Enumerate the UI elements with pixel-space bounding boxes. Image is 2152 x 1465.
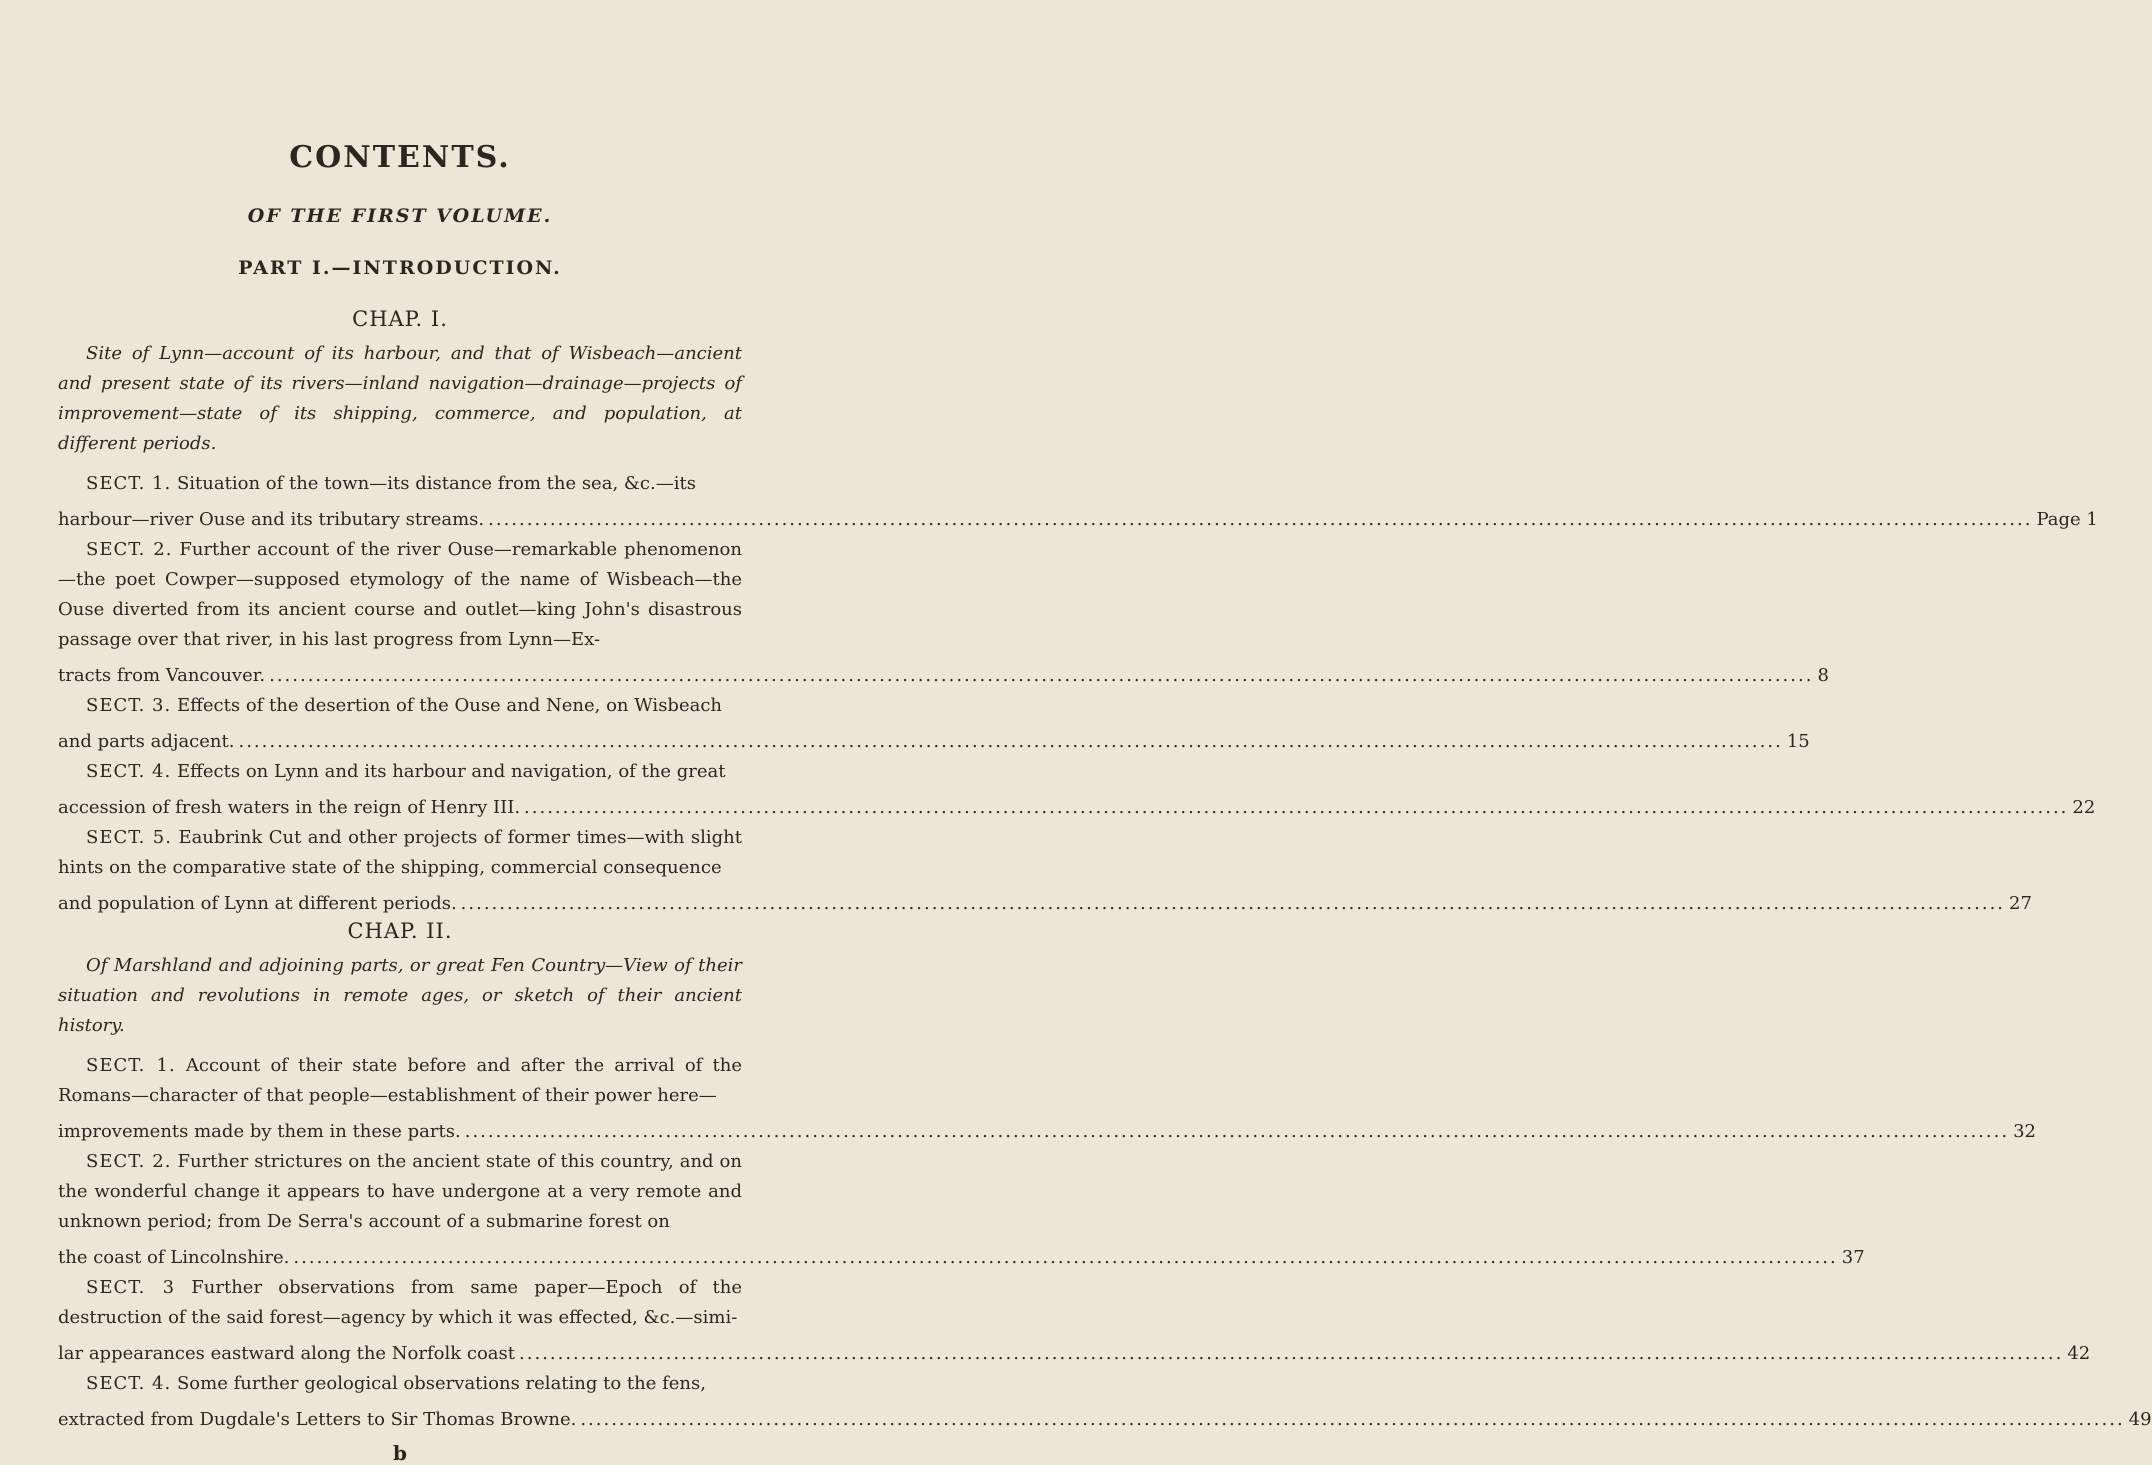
chapter-heading: CHAP. II. [347, 919, 453, 943]
section-description: Further observations from same paper—Epoch of the destruction of the said forest—agency by which it was effected, &c.—simi- [58, 1277, 742, 1328]
chapter-summary: Site of Lynn—account of its harbour, and that of Wisbeach—ancient and present state of its rivers—inland navigation—drainage—projects of improvement—state of its shipping, commerce, and population, at different periods. [58, 343, 742, 454]
page-number: 15 [1786, 731, 1810, 752]
contents-title: CONTENTS. [289, 140, 511, 175]
section-text [58, 1369, 742, 1399]
section-text [58, 1147, 742, 1237]
section-number: SECT. 3. [86, 695, 172, 716]
dot-leader: ........................................................................................................................................................................................................ [580, 1409, 2125, 1430]
section-page-line [58, 889, 2032, 919]
chapter-list [58, 307, 2152, 1435]
section-entry [58, 469, 2098, 535]
section-page-line [58, 1339, 2091, 1369]
section-entry [58, 535, 1829, 691]
section-last-line: and population of Lynn at different periods. [58, 893, 457, 914]
section-number: SECT. 5. [86, 827, 172, 848]
volume-subtitle: OF THE FIRST VOLUME. [247, 205, 553, 227]
page-number: 8 [1817, 665, 1829, 686]
section-last-line: improvements made by them in these parts. [58, 1121, 461, 1142]
dot-leader: ........................................................................................................................................................................................................ [269, 665, 1814, 686]
page-number: 37 [1841, 1247, 1865, 1268]
page-number: 27 [2009, 893, 2032, 914]
page-number: 32 [2013, 1121, 2036, 1142]
section-description: Account of their state before and after the arrival of the Romans—character of that people—establishment of their power here— [58, 1055, 742, 1106]
section-description: Effects on Lynn and its harbour and navigation, of the great [176, 761, 726, 782]
section-page-line [58, 505, 2098, 535]
dot-leader: ........................................................................................................................................................................................................ [238, 731, 1783, 752]
dot-leader: ........................................................................................................................................................................................................ [293, 1247, 1838, 1268]
page-number: 22 [2072, 797, 2096, 818]
section-description: Further account of the river Ouse—remarkable phenomenon—the poet Cowper—supposed etymology of the name of Wisbeach—the Ouse diverted from its ancient course and outlet—king John's disastrous passage over that river, in his last progress from Lynn—Ex- [58, 539, 742, 650]
dot-leader: ........................................................................................................................................................................................................ [460, 893, 2006, 914]
section-last-line: and parts adjacent. [58, 731, 235, 752]
section-text [58, 757, 742, 787]
signature-mark: b [393, 1441, 407, 1465]
section-text [58, 535, 742, 655]
chapter-heading: CHAP. I. [352, 307, 448, 331]
page-number: 49 [2128, 1409, 2152, 1430]
section-page-line [58, 1405, 2152, 1435]
section-text [58, 823, 742, 883]
section-page-line [58, 1117, 2036, 1147]
section-number: SECT. 1. [86, 1055, 176, 1076]
section-number: SECT. 2. [86, 539, 173, 560]
section-page-line [58, 1243, 1865, 1273]
section-last-line: the coast of Lincolnshire. [58, 1247, 290, 1268]
page-number: 42 [2067, 1343, 2091, 1364]
section-entry [58, 823, 2032, 919]
section-description: Situation of the town—its distance from the sea, &c.—its [176, 473, 696, 494]
section-page-line [58, 793, 2096, 823]
section-number: SECT. 1. [86, 473, 172, 494]
dot-leader: ........................................................................................................................................................................................................ [519, 1343, 2064, 1364]
section-last-line: tracts from Vancouver. [58, 665, 266, 686]
section-description: Effects of the desertion of the Ouse and Nene, on Wisbeach [176, 695, 723, 716]
section-entry [58, 1369, 2152, 1435]
section-description: Some further geological observations relating to the fens, [176, 1373, 706, 1394]
section-entry [58, 691, 1810, 757]
section-number: SECT. 2. [86, 1151, 172, 1172]
dot-leader: ........................................................................................................................................................................................................ [464, 1121, 2010, 1142]
section-last-line: lar appearances eastward along the Norfolk coast [58, 1343, 515, 1364]
section-page-line [58, 661, 1829, 691]
chapter-summary: Of Marshland and adjoining parts, or great Fen Country—View of their situation and revolutions in remote ages, or sketch of their ancient history. [58, 955, 742, 1036]
section-entry [58, 1273, 2091, 1369]
section-text [58, 691, 742, 721]
page-number: Page 1 [2036, 509, 2098, 530]
section-last-line: harbour—river Ouse and its tributary streams. [58, 509, 485, 530]
section-text [58, 1273, 742, 1333]
section-text [58, 1051, 742, 1111]
section-text [58, 469, 742, 499]
section-entry [58, 1147, 1865, 1273]
section-description: Further strictures on the ancient state of this country, and on the wonderful change it appears to have undergone at a very remote and unknown period; from De Serra's account of a submarine forest on [58, 1151, 742, 1232]
part-heading: PART I.—INTRODUCTION. [238, 257, 562, 279]
section-description: Eaubrink Cut and other projects of former times—with slight hints on the comparative state of the shipping, commercial consequence [58, 827, 743, 878]
section-last-line: extracted from Dugdale's Letters to Sir Thomas Browne. [58, 1409, 577, 1430]
section-number: SECT. 3 [86, 1277, 176, 1298]
section-page-line [58, 727, 1810, 757]
section-number: SECT. 4. [86, 761, 172, 782]
section-number: SECT. 4. [86, 1373, 172, 1394]
dot-leader: ........................................................................................................................................................................................................ [488, 509, 2033, 530]
section-entry [58, 1051, 2036, 1147]
dot-leader: ........................................................................................................................................................................................................ [524, 797, 2069, 818]
section-entry [58, 757, 2096, 823]
section-last-line: accession of fresh waters in the reign of Henry III. [58, 797, 521, 818]
